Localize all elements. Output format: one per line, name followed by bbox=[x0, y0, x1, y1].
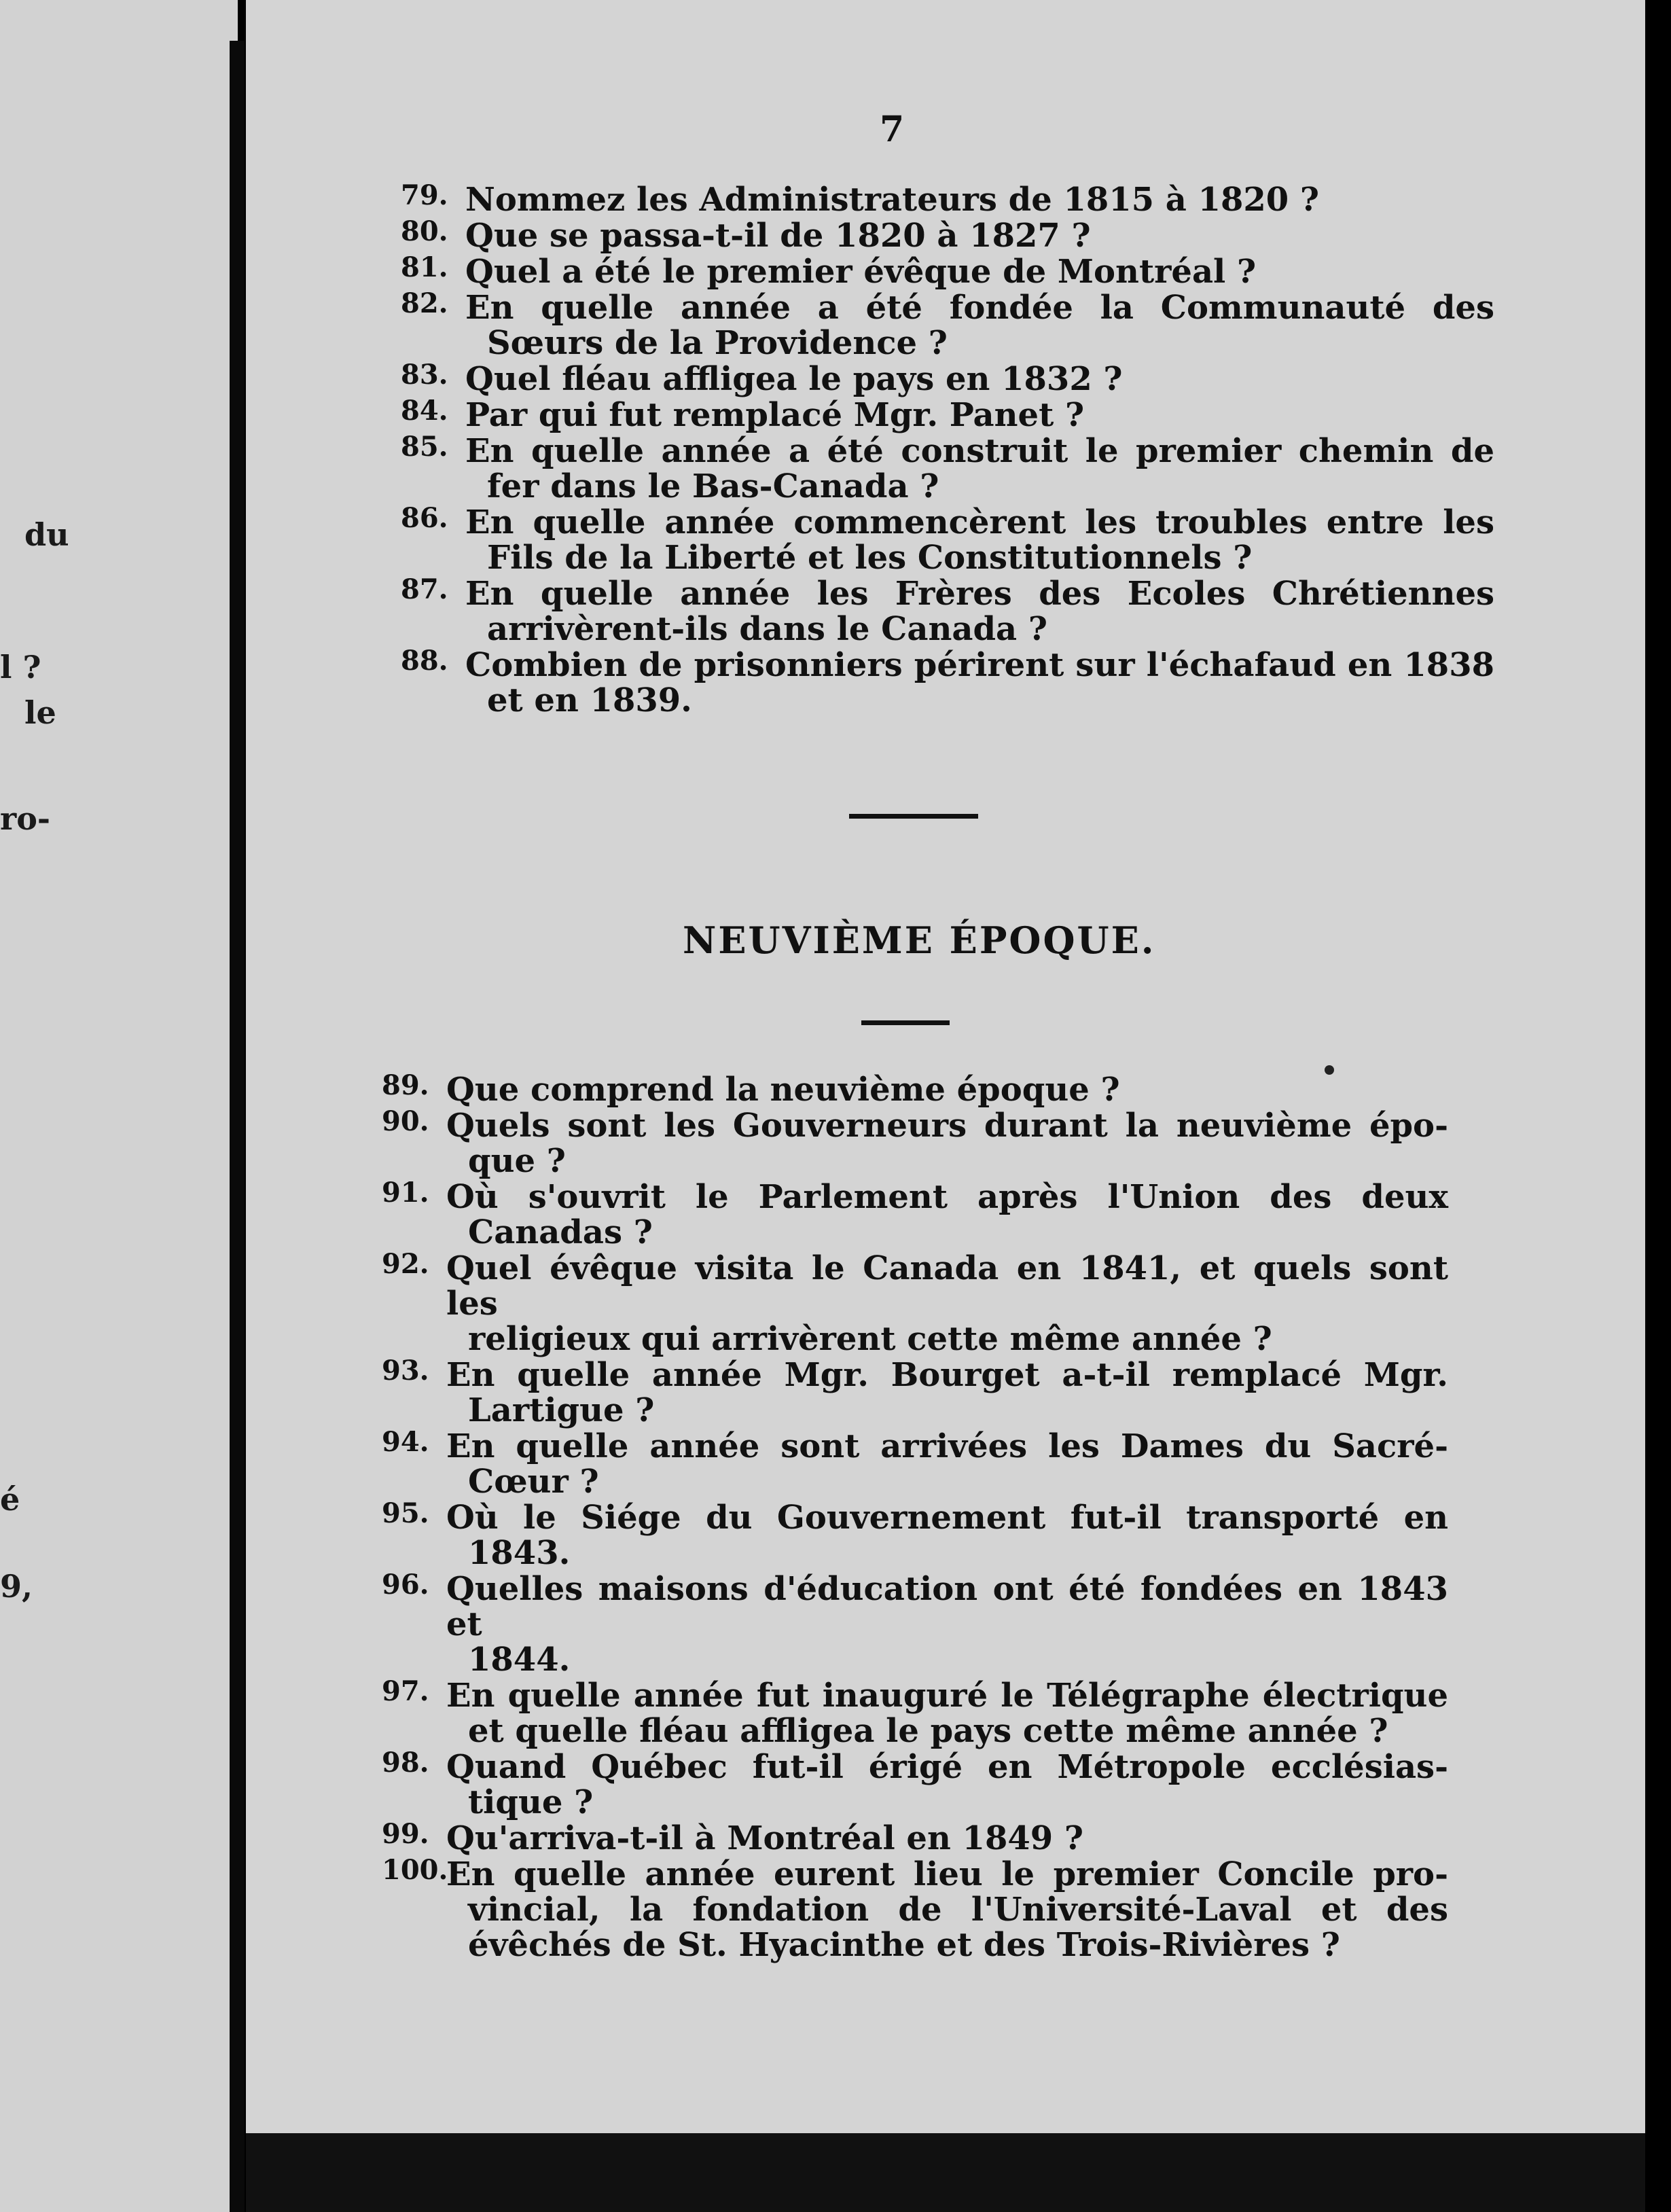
question-item bbox=[382, 1854, 1448, 1964]
question-item bbox=[382, 1426, 1448, 1501]
question-item bbox=[382, 1497, 1448, 1572]
question-item bbox=[401, 397, 1494, 433]
question-number: 90. bbox=[382, 1105, 429, 1137]
question-number: 86. bbox=[401, 502, 448, 534]
section-title: NEUVIÈME ÉPOQUE. bbox=[683, 918, 1156, 962]
question-number: 99. bbox=[382, 1818, 429, 1850]
question-number: 92. bbox=[382, 1248, 429, 1280]
question-number: 96. bbox=[382, 1569, 429, 1601]
question-item bbox=[401, 647, 1494, 718]
question-line: et en 1839. bbox=[487, 681, 692, 719]
question-number: 81. bbox=[401, 251, 448, 283]
question-item bbox=[401, 361, 1494, 397]
question-line: En quelle année Mgr. Bourget a-t-il remplacé Mgr. bbox=[446, 1356, 1448, 1394]
question-line: arrivèrent-ils dans le Canada ? bbox=[487, 610, 1047, 648]
question-item bbox=[382, 1248, 1448, 1358]
question-item bbox=[382, 1105, 1448, 1180]
divider-rule bbox=[861, 1020, 950, 1025]
question-number: 97. bbox=[382, 1675, 429, 1707]
question-item bbox=[401, 215, 1494, 255]
question-number: 85. bbox=[401, 431, 448, 463]
question-number: 80. bbox=[401, 215, 448, 247]
question-line: Quel fléau affligea le pays en 1832 ? bbox=[465, 360, 1123, 398]
question-line: Qu'arriva-t-il à Montréal en 1849 ? bbox=[446, 1819, 1083, 1857]
page-number: 7 bbox=[880, 109, 905, 150]
question-number: 95. bbox=[382, 1497, 429, 1529]
left-fragment: é bbox=[0, 1481, 20, 1518]
question-line: Quand Québec fut-il érigé en Métropole ecclésias- bbox=[446, 1748, 1448, 1786]
question-line: Cœur ? bbox=[468, 1463, 599, 1501]
left-fragment: ro- bbox=[0, 800, 51, 837]
question-item bbox=[401, 287, 1494, 362]
question-number: 79. bbox=[401, 179, 448, 211]
question-line: Par qui fut remplacé Mgr. Panet ? bbox=[465, 396, 1085, 434]
page-bottom-edge bbox=[246, 2133, 1645, 2212]
question-line: Quel évêque visita le Canada en 1841, et quels sont les bbox=[446, 1249, 1448, 1323]
question-item bbox=[382, 1179, 1448, 1250]
question-line: Canadas ? bbox=[468, 1213, 653, 1251]
question-line: Fils de la Liberté et les Constitutionnels ? bbox=[487, 539, 1253, 577]
left-fragment: le bbox=[24, 694, 56, 731]
left-fragment: l ? bbox=[0, 649, 41, 685]
question-line: Quelles maisons d'éducation ont été fondées en 1843 et bbox=[446, 1570, 1448, 1643]
question-line: En quelle année fut inauguré le Télégraphe électrique bbox=[446, 1677, 1448, 1715]
question-line: fer dans le Bas-Canada ? bbox=[487, 467, 939, 505]
question-number: 82. bbox=[401, 287, 448, 319]
question-line: En quelle année eurent lieu le premier Concile pro- bbox=[446, 1855, 1448, 1893]
question-item bbox=[382, 1571, 1448, 1677]
book-gutter bbox=[230, 41, 245, 2212]
question-item bbox=[401, 573, 1494, 648]
question-line: que ? bbox=[468, 1142, 566, 1180]
divider-rule bbox=[849, 814, 978, 819]
question-line: Que comprend la neuvième époque ? bbox=[446, 1071, 1120, 1109]
question-line: évêchés de St. Hyacinthe et des Trois-Rivières ? bbox=[468, 1926, 1340, 1964]
question-line: En quelle année sont arrivées les Dames du Sacré- bbox=[446, 1427, 1448, 1465]
question-number: 89. bbox=[382, 1069, 429, 1101]
question-number: 88. bbox=[401, 645, 448, 677]
question-line: Que se passa-t-il de 1820 à 1827 ? bbox=[465, 217, 1091, 255]
question-line: Quel a été le premier évêque de Montréal ? bbox=[465, 253, 1257, 291]
questions-list-after bbox=[382, 1069, 1448, 1964]
question-line: Combien de prisonniers périrent sur l'échafaud en 1838 bbox=[465, 646, 1494, 684]
question-line: Où le Siége du Gouvernement fut-il transporté en bbox=[446, 1499, 1448, 1537]
left-fragment: 9, bbox=[0, 1568, 33, 1605]
question-number: 87. bbox=[401, 573, 448, 605]
question-line: Où s'ouvrit le Parlement après l'Union des deux bbox=[446, 1178, 1448, 1216]
question-line: Nommez les Administrateurs de 1815 à 1820 ? bbox=[465, 181, 1320, 219]
question-line: En quelle année a été construit le premier chemin de bbox=[465, 432, 1494, 470]
question-item bbox=[401, 179, 1494, 219]
question-number: 84. bbox=[401, 395, 448, 427]
question-line: En quelle année a été fondée la Communauté des bbox=[465, 289, 1494, 327]
question-item bbox=[382, 1818, 1448, 1857]
question-line: 1843. bbox=[468, 1534, 571, 1572]
question-number: 98. bbox=[382, 1747, 429, 1779]
question-item bbox=[401, 433, 1494, 504]
question-line: Lartigue ? bbox=[468, 1391, 655, 1429]
question-item bbox=[382, 1069, 1448, 1109]
question-item bbox=[401, 251, 1494, 291]
question-line: En quelle année commencèrent les troubles entre les bbox=[465, 503, 1494, 541]
question-line: tique ? bbox=[468, 1783, 594, 1821]
question-line: Sœurs de la Providence ? bbox=[487, 324, 948, 362]
question-number: 94. bbox=[382, 1426, 429, 1458]
question-item bbox=[382, 1749, 1448, 1820]
question-item bbox=[401, 502, 1494, 577]
question-line: et quelle fléau affligea le pays cette même année ? bbox=[468, 1712, 1388, 1750]
question-number: 93. bbox=[382, 1355, 429, 1387]
question-number: 100. bbox=[382, 1854, 448, 1886]
question-item bbox=[382, 1357, 1448, 1428]
question-line: vincial, la fondation de l'Université-Laval et des bbox=[468, 1891, 1448, 1929]
question-item bbox=[382, 1675, 1448, 1750]
question-line: religieux qui arrivèrent cette même année ? bbox=[468, 1320, 1272, 1358]
question-line: Quels sont les Gouverneurs durant la neuvième épo- bbox=[446, 1107, 1448, 1145]
question-number: 91. bbox=[382, 1177, 429, 1209]
left-page-fragment bbox=[0, 0, 238, 2212]
question-line: 1844. bbox=[468, 1641, 571, 1679]
question-line: En quelle année les Frères des Ecoles Chrétiennes bbox=[465, 575, 1494, 613]
questions-list-before bbox=[401, 179, 1494, 719]
left-fragment: du bbox=[24, 516, 69, 553]
question-number: 83. bbox=[401, 359, 448, 391]
